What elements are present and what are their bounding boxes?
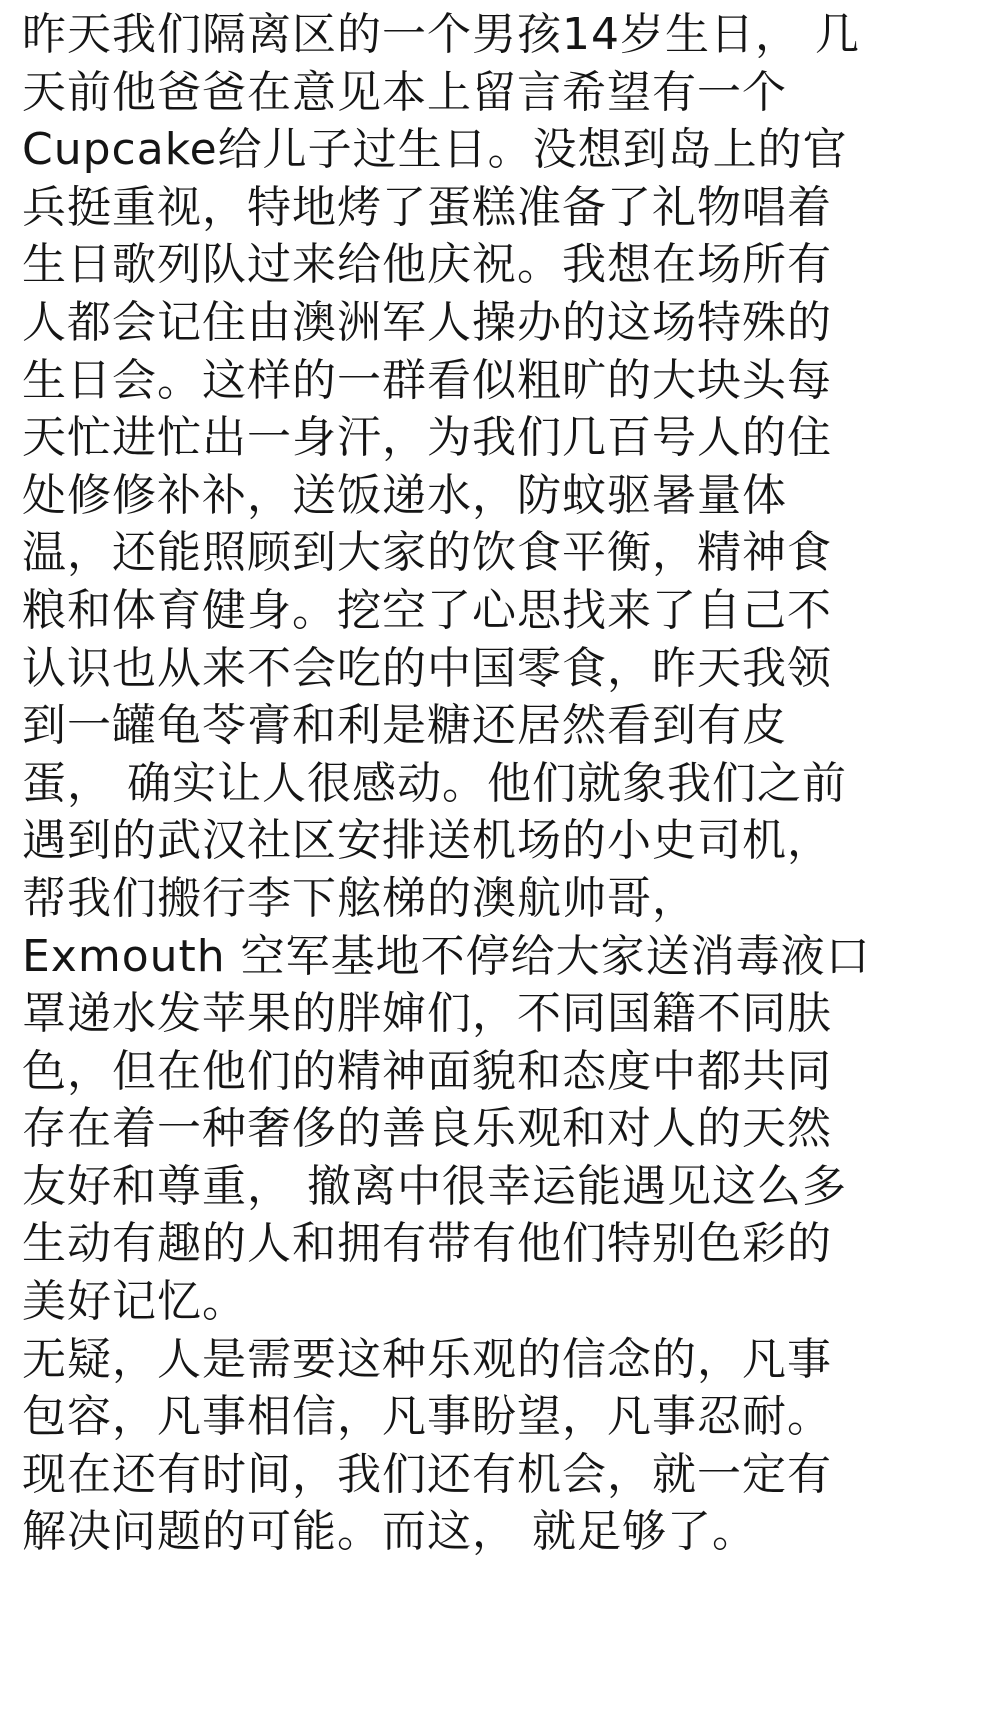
text-line: 生动有趣的人和拥有带有他们特别色彩的 — [22, 1218, 832, 1270]
text-line: 无疑，人是需要这种乐观的信念的，凡事 — [22, 1333, 832, 1385]
text-line: 温，还能照顾到大家的饮食平衡，精神食 — [22, 527, 832, 579]
text-line: 昨天我们隔离区的一个男孩14岁生日， 几 — [22, 9, 860, 60]
text-line: 处修修补补，送饭递水，防蚊驱暑量体 — [22, 469, 787, 521]
text-line: 现在还有时间，我们还有机会，就一定有 — [22, 1448, 832, 1500]
text-line: 兵挺重视，特地烤了蛋糕准备了礼物唱着 — [22, 181, 832, 233]
text-line: 罩递水发苹果的胖婶们，不同国籍不同肤 — [22, 988, 832, 1040]
text-line: 友好和尊重， 撤离中很幸运能遇见这么多 — [22, 1160, 847, 1212]
text-line: 天前他爸爸在意见本上留言希望有一个 — [22, 66, 787, 118]
text-line: 认识也从来不会吃的中国零食，昨天我领 — [22, 642, 832, 694]
text-line: 美好记忆。 — [22, 1276, 247, 1328]
text-line: 遇到的武汉社区安排送机场的小史司机， — [22, 815, 832, 867]
text-line: 存在着一种奢侈的善良乐观和对人的天然 — [22, 1103, 832, 1155]
text-line: 到一罐龟苓膏和利是糖还居然看到有皮 — [22, 700, 787, 752]
post-text-body — [22, 6, 1002, 1561]
text-line: 人都会记住由澳洲军人操办的这场特殊的 — [22, 296, 832, 348]
text-line: 生日歌列队过来给他庆祝。我想在场所有 — [22, 239, 832, 291]
text-line: 色，但在他们的精神面貌和态度中都共同 — [22, 1045, 832, 1097]
text-line: Exmouth 空军基地不停给大家送消毒液口 — [22, 930, 871, 982]
text-line: 蛋， 确实让人很感动。他们就象我们之前 — [22, 757, 847, 809]
text-line: 包容，凡事相信，凡事盼望，凡事忍耐。 — [22, 1391, 832, 1443]
text-line: 帮我们搬行李下舷梯的澳航帅哥， — [22, 872, 697, 924]
text-line: 解决问题的可能。而这， 就足够了。 — [22, 1506, 757, 1558]
text-line: 生日会。这样的一群看似粗旷的大块头每 — [22, 354, 832, 406]
text-line: Cupcake给儿子过生日。没想到岛上的官 — [22, 124, 848, 176]
text-line: 粮和体育健身。挖空了心思找来了自己不 — [22, 584, 832, 636]
text-line: 天忙进忙出一身汗，为我们几百号人的住 — [22, 412, 832, 464]
